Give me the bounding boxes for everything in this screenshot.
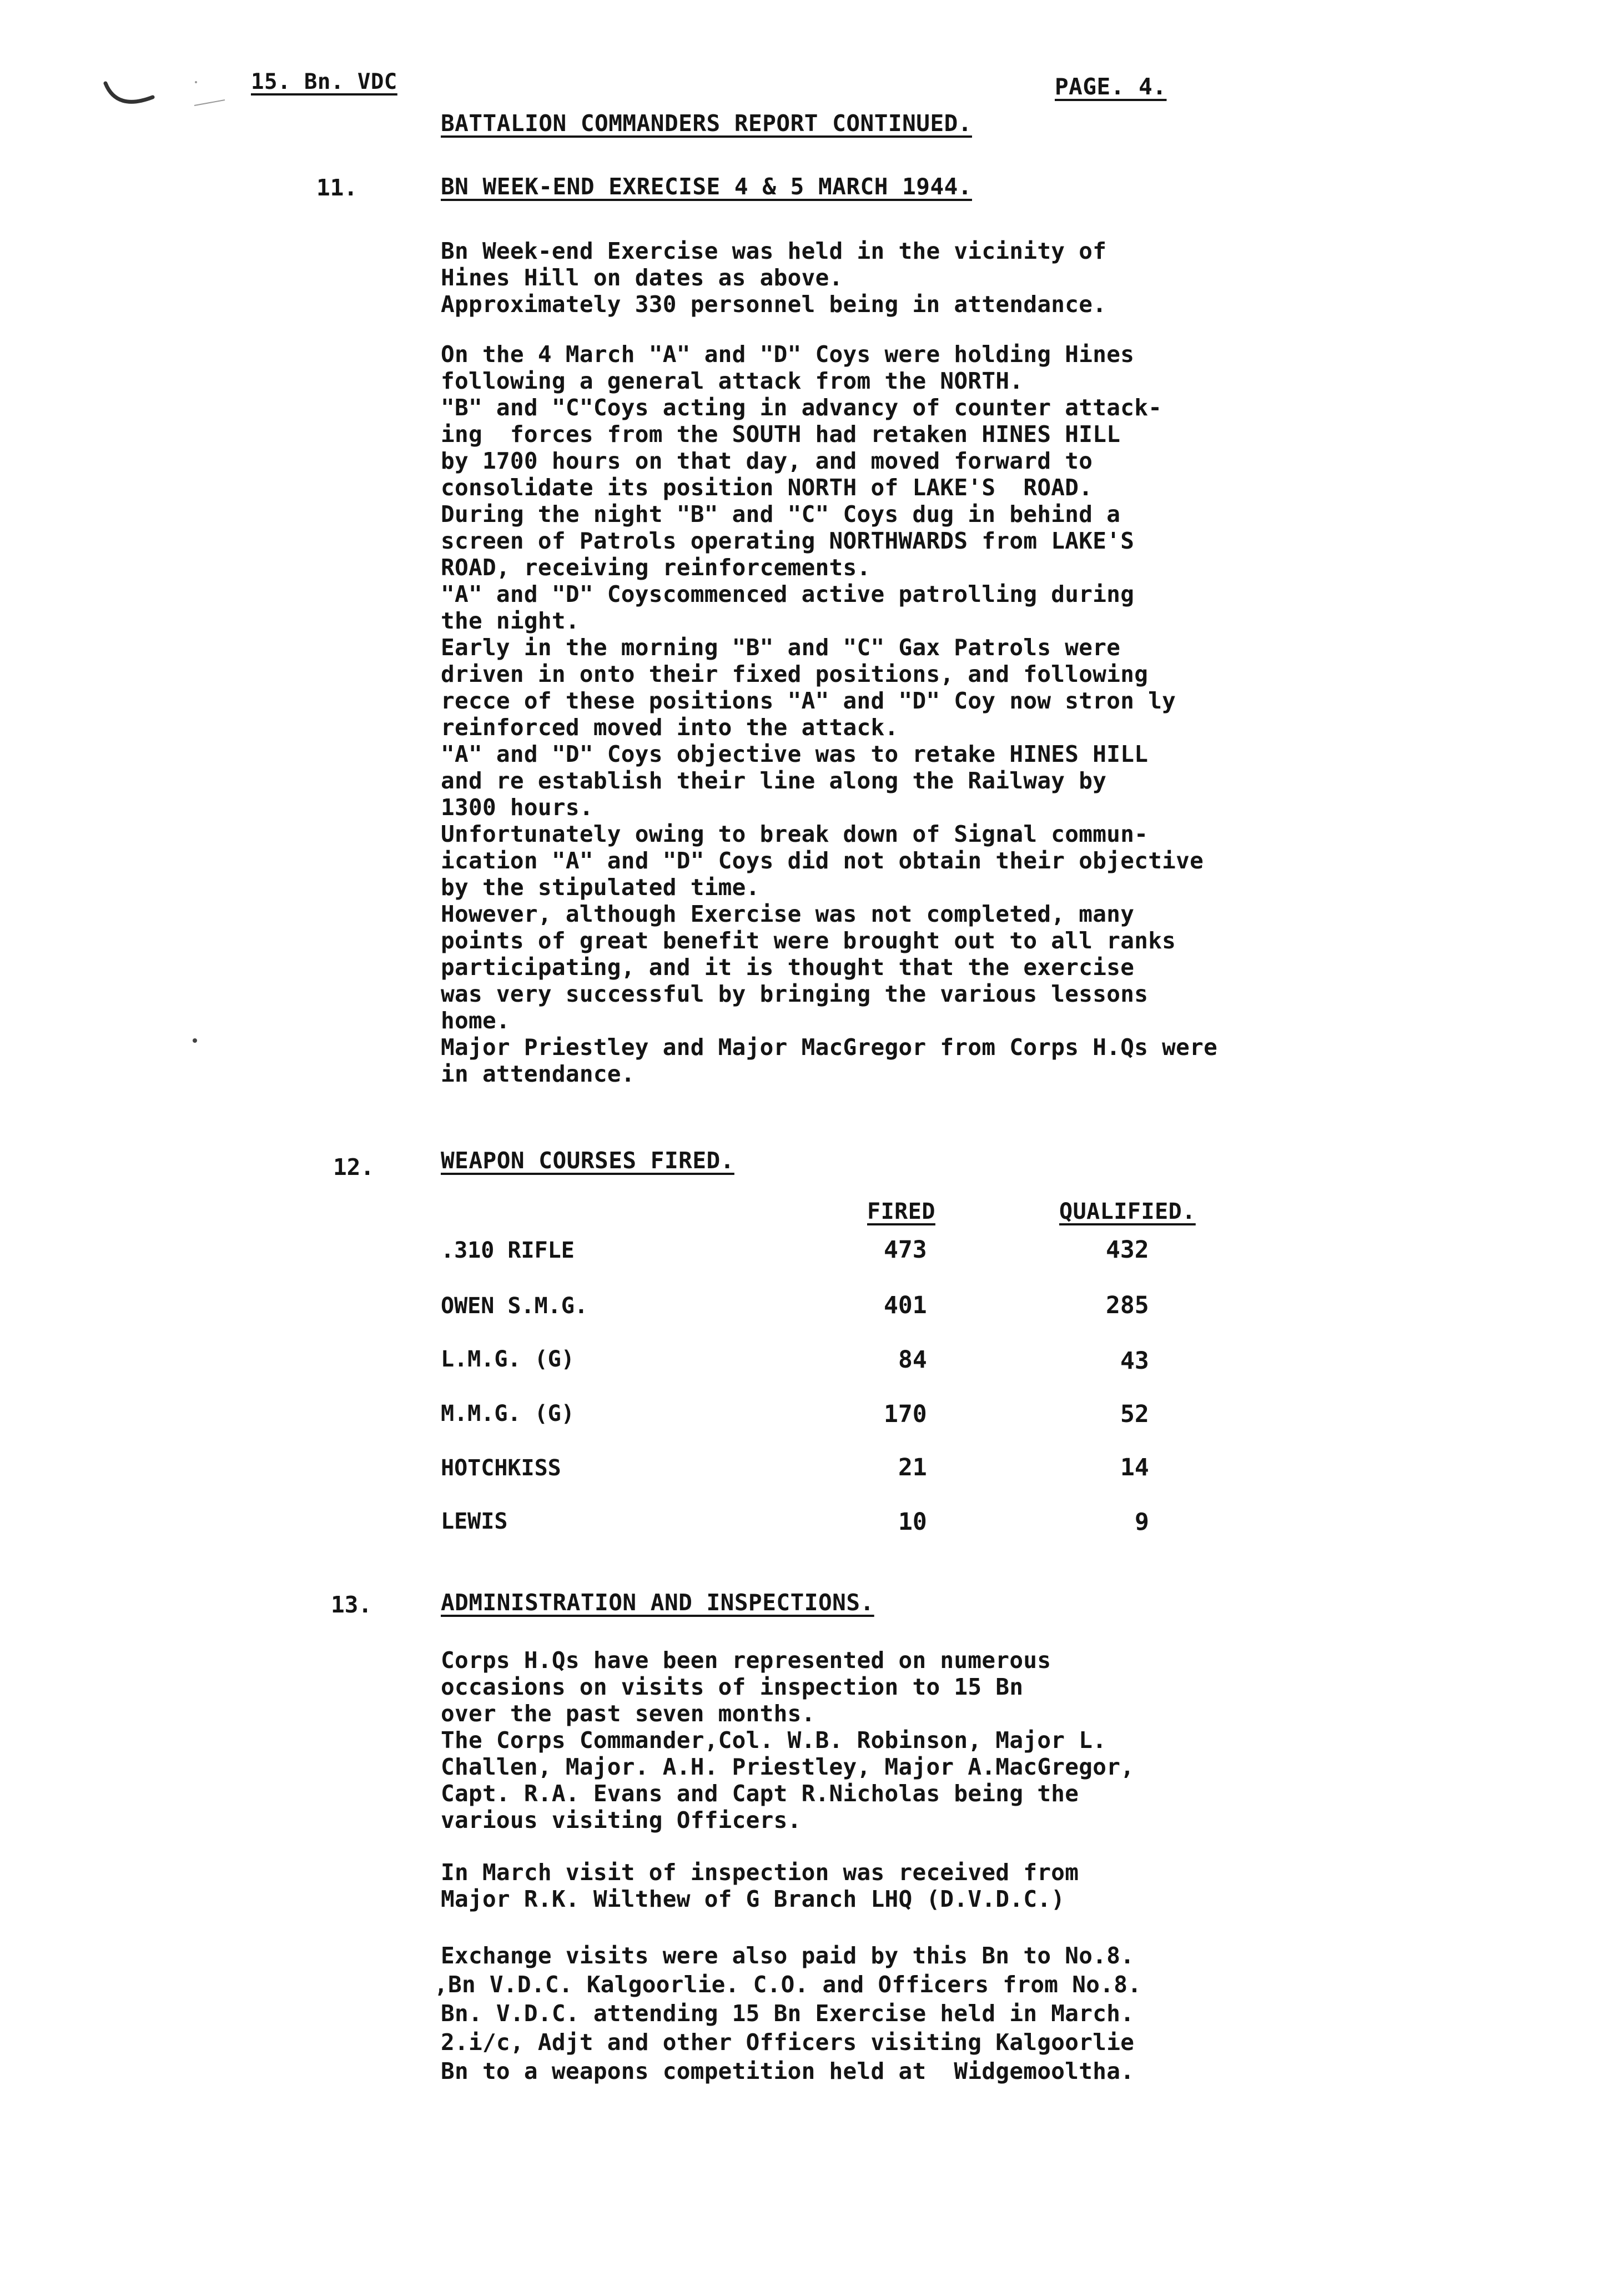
text-line: recce of these positions "A" and "D" Coy now stron ly bbox=[441, 687, 1176, 714]
report-title: BATTALION COMMANDERS REPORT CONTINUED. bbox=[441, 110, 972, 137]
text-line: screen of Patrols operating NORTHWARDS from LAKE'S bbox=[441, 527, 1135, 554]
text-line: 2.i/c, Adjt and other Officers visiting Kalgoorlie bbox=[441, 2029, 1135, 2056]
scan-speck bbox=[192, 78, 236, 111]
text-line: On the 4 March "A" and "D" Coys were holding Hines bbox=[441, 341, 1135, 368]
fired-count: 170 bbox=[884, 1400, 927, 1428]
text-line: During the night "B" and "C" Coys dug in behind a bbox=[441, 501, 1121, 527]
text-line: Hines Hill on dates as above. bbox=[441, 264, 843, 291]
scan-dot bbox=[192, 1037, 198, 1044]
text-line: "B" and "C"Coys acting in advancy of counter attack- bbox=[441, 394, 1162, 421]
weapon-name: M.M.G. (G) bbox=[441, 1401, 575, 1426]
text-line: home. bbox=[441, 1007, 510, 1034]
text-line: various visiting Officers. bbox=[441, 1807, 802, 1833]
text-line: Bn. V.D.C. attending 15 Bn Exercise held in March. bbox=[441, 2000, 1135, 2027]
page-number: PAGE. 4. bbox=[1055, 73, 1167, 100]
fired-count: 21 bbox=[898, 1454, 927, 1481]
text-line: Bn to a weapons competition held at Widgemooltha. bbox=[441, 2058, 1135, 2084]
section-number: 11. bbox=[316, 174, 358, 201]
fired-count: 84 bbox=[898, 1346, 927, 1374]
text-line: ROAD, receiving reinforcements. bbox=[441, 554, 871, 581]
weapon-name: LEWIS bbox=[441, 1509, 508, 1534]
unit-designation: 15. Bn. VDC bbox=[251, 69, 397, 94]
qualified-count: 9 bbox=[1135, 1508, 1149, 1536]
qualified-count: 52 bbox=[1120, 1400, 1149, 1428]
text-line: Bn Week-end Exercise was held in the vicinity of bbox=[441, 238, 1107, 264]
punch-hole-mark bbox=[100, 72, 161, 117]
text-line: "A" and "D" Coys objective was to retake HINES HILL bbox=[441, 741, 1149, 767]
weapon-name: OWEN S.M.G. bbox=[441, 1293, 588, 1319]
text-line: Unfortunately owing to break down of Signal commun- bbox=[441, 821, 1149, 847]
text-line: ing forces from the SOUTH had retaken HINES HILL bbox=[441, 421, 1121, 448]
text-line: However, although Exercise was not completed, many bbox=[441, 901, 1135, 927]
text-line: Challen, Major. A.H. Priestley, Major A.MacGregor, bbox=[441, 1754, 1135, 1780]
text-line: the night. bbox=[441, 607, 580, 634]
text-line: points of great benefit were brought out to all ranks bbox=[441, 927, 1176, 954]
text-line: "A" and "D" Coyscommenced active patrolling during bbox=[441, 581, 1135, 607]
text-line: driven in onto their fixed positions, and following bbox=[441, 661, 1149, 687]
section-heading: BN WEEK-END EXRECISE 4 & 5 MARCH 1944. bbox=[441, 173, 972, 200]
text-line: Exchange visits were also paid by this Bn to No.8. bbox=[441, 1942, 1135, 1969]
paragraph bbox=[441, 1647, 1134, 1833]
text-line: over the past seven months. bbox=[441, 1700, 815, 1727]
text-line: 1300 hours. bbox=[441, 794, 593, 821]
text-line: and re establish their line along the Railway by bbox=[441, 767, 1107, 794]
text-line: Corps H.Qs have been represented on numerous bbox=[441, 1647, 1051, 1674]
fired-count: 473 bbox=[884, 1236, 927, 1264]
weapon-name: HOTCHKISS bbox=[441, 1455, 561, 1481]
text-line: by 1700 hours on that day, and moved forward to bbox=[441, 448, 1093, 474]
paragraph bbox=[441, 1859, 1079, 1912]
text-line: The Corps Commander,Col. W.B. Robinson, Major L. bbox=[441, 1727, 1107, 1754]
text-line: Major Priestley and Major MacGregor from Corps H.Qs were bbox=[441, 1034, 1218, 1061]
text-line: Capt. R.A. Evans and Capt R.Nicholas being the bbox=[441, 1780, 1079, 1807]
fired-count: 401 bbox=[884, 1292, 927, 1319]
text-line: in attendance. bbox=[441, 1061, 635, 1087]
text-line: Early in the morning "B" and "C" Gax Patrols were bbox=[441, 634, 1121, 661]
qualified-count: 14 bbox=[1120, 1454, 1149, 1481]
qualified-count: 432 bbox=[1106, 1236, 1149, 1264]
text-line: following a general attack from the NORTH. bbox=[441, 368, 1024, 394]
text-line: consolidate its position NORTH of LAKE'S ROAD. bbox=[441, 474, 1093, 501]
text-line: occasions on visits of inspection to 15 Bn bbox=[441, 1674, 1024, 1700]
section-number: 13. bbox=[331, 1591, 372, 1618]
paragraph bbox=[441, 238, 1106, 318]
section-heading: WEAPON COURSES FIRED. bbox=[441, 1147, 734, 1174]
text-line: ication "A" and "D" Coys did not obtain their objective bbox=[441, 847, 1204, 874]
qualified-count: 285 bbox=[1106, 1292, 1149, 1319]
text-line: ,Bn V.D.C. Kalgoorlie. C.O. and Officers from No.8. bbox=[434, 1971, 1142, 1998]
text-line: Major R.K. Wilthew of G Branch LHQ (D.V.D.C.) bbox=[441, 1886, 1065, 1912]
text-line: was very successful by bringing the various lessons bbox=[441, 981, 1149, 1007]
column-header-qualified: QUALIFIED. bbox=[1059, 1199, 1196, 1224]
paragraph bbox=[441, 341, 1217, 1087]
text-line: participating, and it is thought that the exercise bbox=[441, 954, 1135, 981]
column-header-fired: FIRED bbox=[867, 1199, 935, 1224]
fired-count: 10 bbox=[898, 1508, 927, 1536]
weapon-name: L.M.G. (G) bbox=[441, 1347, 575, 1372]
weapon-name: .310 RIFLE bbox=[441, 1238, 575, 1263]
paragraph bbox=[434, 1941, 1142, 2086]
section-number: 12. bbox=[333, 1154, 375, 1180]
qualified-count: 43 bbox=[1120, 1347, 1149, 1375]
section-heading: ADMINISTRATION AND INSPECTIONS. bbox=[441, 1589, 874, 1616]
text-line: by the stipulated time. bbox=[441, 874, 760, 901]
text-line: Approximately 330 personnel being in attendance. bbox=[441, 291, 1107, 318]
text-line: reinforced moved into the attack. bbox=[441, 714, 899, 741]
text-line: In March visit of inspection was received from bbox=[441, 1859, 1079, 1886]
